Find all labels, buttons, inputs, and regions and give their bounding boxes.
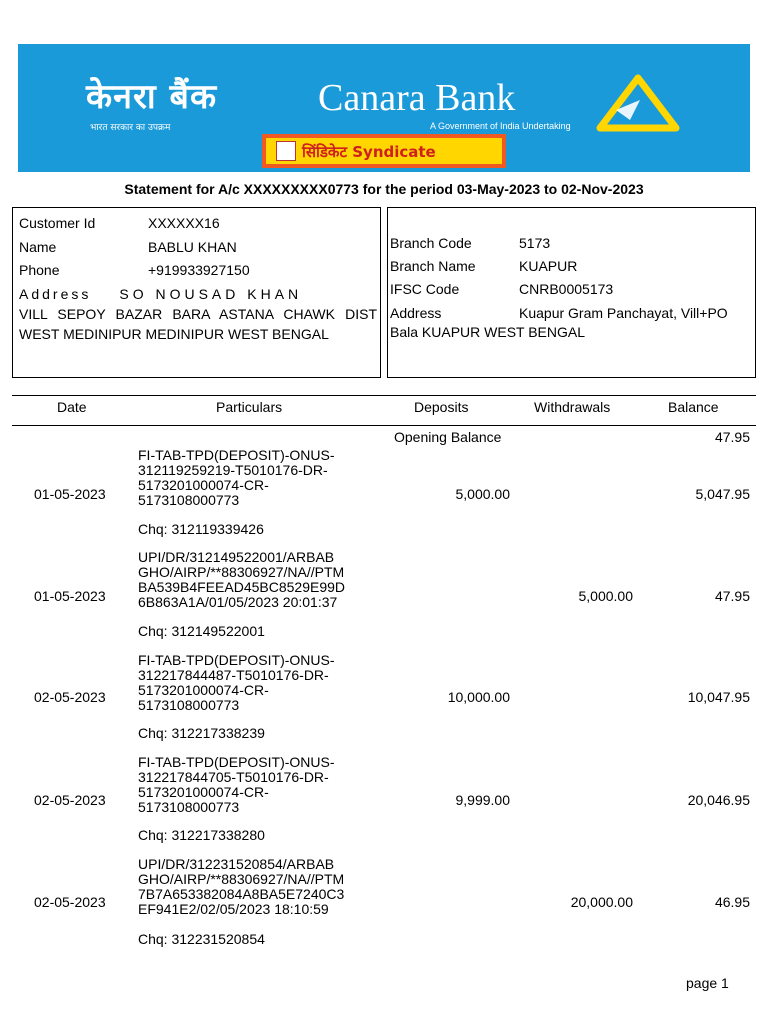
row-date: 02-05-2023 [34,792,106,808]
col-header-balance: Balance [668,399,719,415]
address-label: Address [19,286,92,302]
bank-name-hindi: केनरा बैंक [86,77,218,117]
branch-code-value: 5173 [519,235,551,251]
page-number: page 1 [686,975,729,991]
row-cheque: Chq: 312217338239 [138,725,265,741]
branch-details-box [387,207,756,378]
ifsc-label: IFSC Code [390,281,460,297]
syndicate-badge [262,134,506,168]
opening-balance-value: 47.95 [714,429,750,445]
row-balance: 10,047.95 [687,689,750,705]
row-balance: 47.95 [714,588,750,604]
phone-value: +919933927150 [148,262,250,278]
col-header-date: Date [57,399,87,415]
row-cheque: Chq: 312119339426 [138,521,264,537]
row-balance: 20,046.95 [687,792,750,808]
bank-tagline-hindi: भारत सरकार का उपक्रम [90,123,171,133]
statement-title: Statement for A/c XXXXXXXXX0773 for the period 03-May-2023 to 02-Nov-2023 [124,181,644,197]
bank-tagline-english: A Government of India Undertaking [430,121,571,131]
row-deposit: 9,999.00 [455,792,510,808]
branch-code-label: Branch Code [390,235,472,251]
row-deposit: 10,000.00 [447,689,510,705]
row-balance: 5,047.95 [695,486,750,502]
row-date: 02-05-2023 [34,689,106,705]
row-date: 01-05-2023 [34,486,106,502]
branch-address-line-1: Kuapur Gram Panchayat, Vill+PO [519,305,728,321]
opening-balance-label: Opening Balance [394,429,502,445]
branch-name-label: Branch Name [390,258,476,274]
customer-address [19,284,377,344]
row-withdrawal: 5,000.00 [578,588,633,604]
branch-name-value: KUAPUR [519,258,578,274]
customer-details-box [12,207,381,378]
bank-name-english: Canara Bank [318,77,516,119]
name-value: BABLU KHAN [148,239,237,255]
row-particulars: UPI/DR/312231520854/ARBAB GHO/AIRP/**88306927/NA//PTM 7B7A653382084A8BA5E7240C3 EF941E2/02/05/2023 18:10:59 [138,856,345,917]
table-top-rule [12,395,756,396]
branch-address-label: Address [390,305,442,321]
col-header-deposits: Deposits [414,399,469,415]
row-particulars: FI-TAB-TPD(DEPOSIT)-ONUS- 312119259219-T5010176-DR- 5173201000074-CR- 5173108000773 [138,447,335,508]
row-particulars: FI-TAB-TPD(DEPOSIT)-ONUS- 312217844487-T5010176-DR- 5173201000074-CR- 5173108000773 [138,652,335,713]
row-date: 02-05-2023 [34,894,106,910]
row-cheque: Chq: 312217338280 [138,827,265,843]
bank-banner [18,44,750,172]
canara-logo-icon [596,74,680,134]
address-rest: VILL SEPOY BAZAR BARA ASTANA CHAWK DIST WEST MEDINIPUR MEDINIPUR WEST BENGAL [19,306,377,342]
row-cheque: Chq: 312149522001 [138,623,265,639]
name-label: Name [19,239,57,255]
phone-label: Phone [19,262,60,278]
row-deposit: 5,000.00 [455,486,510,502]
row-cheque: Chq: 312231520854 [138,931,265,947]
row-particulars: UPI/DR/312149522001/ARBAB GHO/AIRP/**88306927/NA//PTM BA539B4FEEAD45BC8529E99D 6B863A1A/01/05/2023 20:01:37 [138,549,346,610]
row-particulars: FI-TAB-TPD(DEPOSIT)-ONUS- 312217844705-T5010176-DR- 5173201000074-CR- 5173108000773 [138,754,335,815]
col-header-withdrawals: Withdrawals [534,399,611,415]
row-balance: 46.95 [714,894,750,910]
col-header-particulars: Particulars [216,399,283,415]
customer-id-label: Customer Id [19,215,96,231]
branch-address-line-2: Bala KUAPUR WEST BENGAL [390,324,586,340]
table-header-rule [12,425,756,426]
syndicate-label: सिंडिकेट Syndicate [302,143,436,161]
customer-id-value: XXXXXX16 [148,215,220,231]
row-date: 01-05-2023 [34,588,106,604]
address-line-1: SO NOUSAD KHAN [119,286,303,302]
row-withdrawal: 20,000.00 [570,894,633,910]
ifsc-value: CNRB0005173 [519,281,614,297]
syndicate-emblem-icon [276,141,296,161]
